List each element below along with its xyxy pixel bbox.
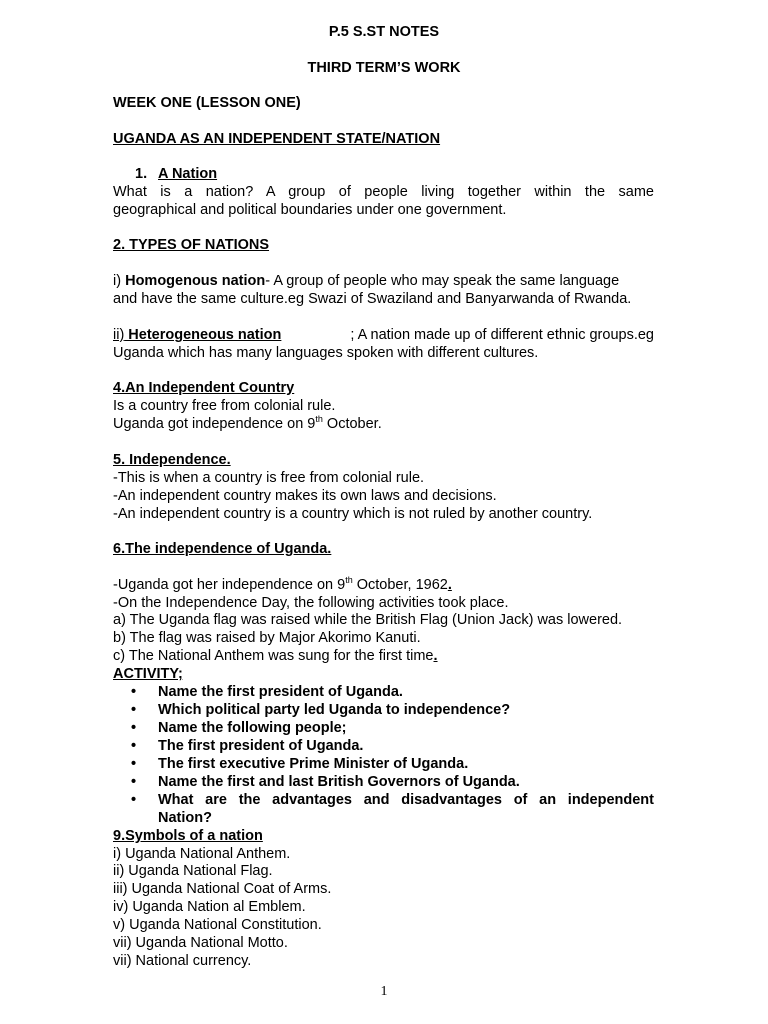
- topic-heading: UGANDA AS AN INDEPENDENT STATE/NATION: [113, 131, 441, 147]
- heterogeneous-line-1: [113, 326, 654, 344]
- section-2-heading: 2. TYPES OF NATIONS: [113, 237, 270, 253]
- symbol-item: v) Uganda National Constitution.: [113, 917, 322, 933]
- activity-question: The first executive Prime Minister of Uganda.: [158, 756, 469, 772]
- symbol-item: vii) National currency.: [113, 953, 252, 969]
- heterogeneous-term: Heterogeneous nation: [124, 327, 282, 343]
- activity-question: What are the advantages and disadvantages of an independent: [158, 792, 654, 808]
- homogenous-term: Homogenous nation: [125, 273, 266, 289]
- bullet: •: [131, 756, 137, 772]
- heterogeneous-definition: ; A nation made up of different ethnic groups.eg: [350, 327, 654, 343]
- bullet: •: [131, 774, 137, 790]
- activity-question: Which political party led Uganda to independence?: [158, 702, 511, 718]
- activity-question: The first president of Uganda.: [158, 738, 364, 754]
- bullet: •: [131, 720, 137, 736]
- symbol-item: iv) Uganda Nation al Emblem.: [113, 899, 306, 915]
- independence-line-1: -This is when a country is free from colonial rule.: [113, 470, 425, 486]
- symbol-item: iii) Uganda National Coat of Arms.: [113, 881, 332, 897]
- bullet: •: [131, 738, 137, 754]
- activity-question: Name the following people;: [158, 720, 347, 736]
- independence-line-3: -An independent country is a country which is not ruled by another country.: [113, 506, 593, 522]
- page-subtitle: THIRD TERM’S WORK: [307, 60, 461, 76]
- section-6-heading: 6.The independence of Uganda.: [113, 541, 332, 557]
- heterogeneous-line-2: Uganda which has many languages spoken with different cultures.: [113, 345, 539, 361]
- homogenous-prefix: i): [113, 273, 126, 289]
- activity-heading: ACTIVITY;: [113, 666, 183, 682]
- symbol-item: vii) Uganda National Motto.: [113, 935, 288, 951]
- symbol-item: ii) Uganda National Flag.: [113, 863, 273, 879]
- uganda-independence-line-2: -On the Independence Day, the following activities took place.: [113, 595, 509, 611]
- bullet: •: [131, 702, 137, 718]
- independent-country-line-1: Is a country free from colonial rule.: [113, 398, 336, 414]
- independent-country-line-2: Uganda got independence on 9th October.: [113, 414, 382, 432]
- uganda-independence-line-1: -Uganda got her independence on 9th October, 1962.: [113, 575, 452, 593]
- page-number: 1: [380, 984, 388, 999]
- section-4-heading: 4.An Independent Country: [113, 380, 295, 396]
- activity-question-continued: Nation?: [158, 810, 212, 826]
- activity-b: b) The flag was raised by Major Akorimo Kanuti.: [113, 630, 421, 646]
- heterogeneous-prefix: ii): [113, 327, 125, 343]
- week-heading: WEEK ONE (LESSON ONE): [113, 95, 301, 111]
- section-1-heading: A Nation: [158, 166, 218, 182]
- nation-definition-line-1: What is a nation? A group of people living together within the same: [113, 184, 654, 200]
- independence-line-2: -An independent country makes its own laws and decisions.: [113, 488, 497, 504]
- homogenous-line-1: [113, 272, 654, 290]
- bullet: •: [131, 792, 137, 808]
- page-title: P.5 S.ST NOTES: [328, 24, 440, 40]
- activity-a: a) The Uganda flag was raised while the British Flag (Union Jack) was lowered.: [113, 612, 623, 628]
- activity-question: Name the first and last British Governors of Uganda.: [158, 774, 520, 790]
- section-9-heading: 9.Symbols of a nation: [113, 828, 263, 844]
- homogenous-line-2: and have the same culture.eg Swazi of Swaziland and Banyarwanda of Rwanda.: [113, 291, 632, 307]
- activity-c: c) The National Anthem was sung for the first time.: [113, 648, 438, 664]
- section-1-number: 1.: [135, 166, 148, 182]
- nation-definition-line-2: geographical and political boundaries under one government.: [113, 202, 507, 218]
- bullet: •: [131, 684, 137, 700]
- section-5-heading: 5. Independence.: [113, 452, 231, 468]
- symbol-item: i) Uganda National Anthem.: [113, 846, 291, 862]
- homogenous-definition: - A group of people who may speak the same language: [265, 273, 620, 289]
- activity-question: Name the first president of Uganda.: [158, 684, 403, 700]
